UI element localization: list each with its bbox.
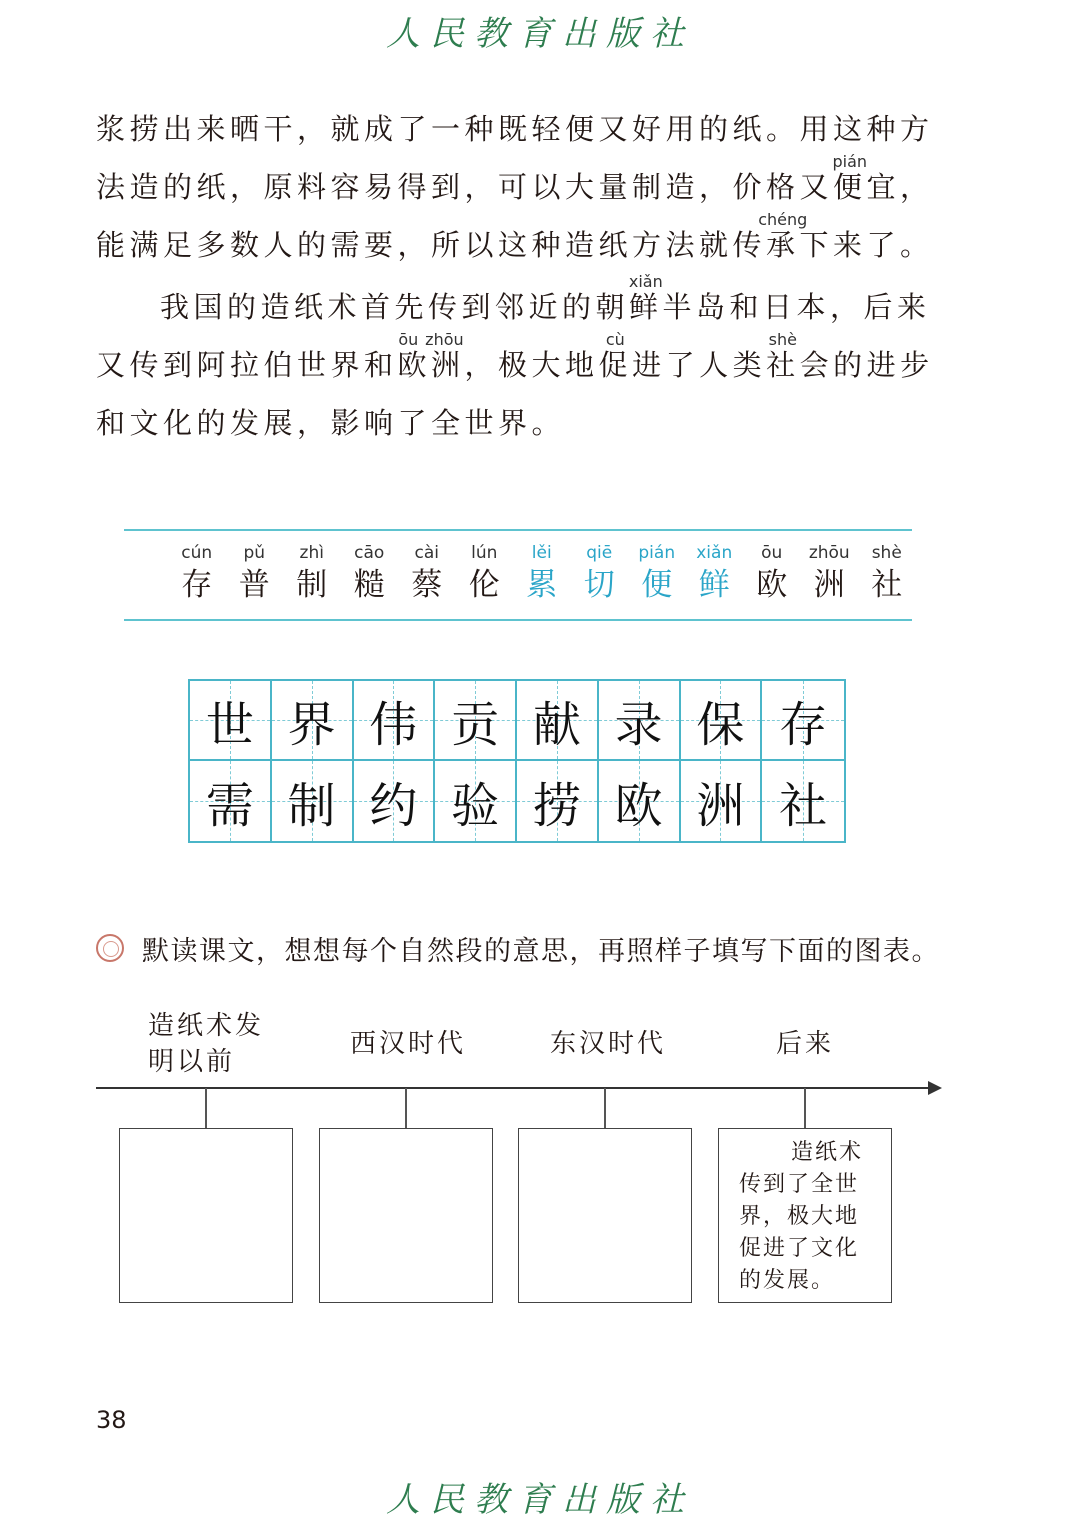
grid-cell: 约 (354, 761, 436, 841)
era-label-western-han: 西汉时代 (350, 1029, 467, 1059)
paragraph-1 (96, 100, 956, 274)
grid-cell: 世 (190, 681, 272, 761)
era-label-later: 后来 (776, 1029, 835, 1059)
answer-box-3[interactable] (518, 1128, 692, 1303)
grid-cell: 录 (599, 681, 681, 761)
arrow-right-icon (928, 1081, 942, 1095)
publisher-logo-top: 人民教育出版社 (386, 14, 694, 54)
ruby-annotation: 承chéng (758, 210, 808, 262)
grid-cell: 需 (190, 761, 272, 841)
grid-cell: 伟 (354, 681, 436, 761)
writing-grid (188, 679, 846, 843)
ruby-annotation: 便pián (832, 152, 868, 204)
era-label-before-invention: 造纸术发明以前 (148, 1011, 265, 1077)
vocab-item-highlight: pián 便 (638, 543, 676, 603)
grid-cell: 制 (272, 761, 354, 841)
timeline-tick (604, 1088, 606, 1128)
vocab-item-highlight: qiē 切 (583, 543, 615, 603)
text-run: 浆捞出来晒干，就成了一种既轻便又好用的纸。用这种方法造的纸，原料容易得到，可以大量制造，价格又 (96, 112, 934, 204)
exercise-instruction (96, 926, 996, 970)
grid-cell: 欧 (599, 761, 681, 841)
grid-cell: 洲 (681, 761, 763, 841)
vocab-item: pǔ 普 (238, 543, 270, 603)
grid-cell: 献 (517, 681, 599, 761)
vocab-item: cún 存 (181, 543, 213, 603)
text-run: 宜，能满足多数人的需要，所以这种造纸方法就传 (96, 170, 934, 262)
text-run: ，极大地 (464, 348, 599, 382)
text-run: 会的进步和文化的发展，影响了全世界。 (96, 348, 934, 440)
grid-cell: 贡 (435, 681, 517, 761)
vocabulary-strip (124, 529, 912, 621)
example-box (718, 1128, 892, 1303)
ruby-annotation: 鲜xiǎn (628, 272, 663, 324)
vocab-item: zhōu 洲 (808, 543, 850, 603)
vocab-item: cài 蔡 (411, 543, 443, 603)
grid-cell: 捞 (517, 761, 599, 841)
ruby-annotation: 促cù (598, 330, 633, 382)
seal-icon (96, 934, 124, 962)
vocab-item-highlight: lěi 累 (526, 543, 558, 603)
answer-box-2[interactable] (319, 1128, 493, 1303)
grid-cell: 保 (681, 681, 763, 761)
paragraph-2 (96, 274, 956, 452)
instruction-text: 默读课文，想想每个自然段的意思，再照样子填写下面的图表。 (142, 935, 940, 967)
grid-cell: 社 (762, 761, 844, 841)
timeline-tick (405, 1088, 407, 1128)
text-run: 我国的造纸术首先传到邻近的朝 (160, 290, 630, 324)
vocab-item-highlight: xiǎn 鲜 (696, 543, 733, 603)
text-run: 进了人类 (632, 348, 767, 382)
grid-cell: 验 (435, 761, 517, 841)
text-run: 半岛和日本，后来又传到阿拉伯世界和 (96, 290, 931, 382)
lesson-text (96, 100, 956, 452)
text-run: 下来了。 (799, 228, 934, 262)
answer-box-1[interactable] (119, 1128, 293, 1303)
grid-cell: 存 (762, 681, 844, 761)
timeline-tick (205, 1088, 207, 1128)
era-label-eastern-han: 东汉时代 (550, 1029, 667, 1059)
vocab-item: shè 社 (871, 543, 903, 603)
vocab-item: cāo 糙 (353, 543, 385, 603)
grid-cell: 界 (272, 681, 354, 761)
publisher-logo-bottom: 人民教育出版社 (386, 1480, 694, 1520)
example-answer-text: 造纸术传到了全世界，极大地促进了文化的发展。 (739, 1140, 864, 1293)
timeline-tick (804, 1088, 806, 1128)
vocab-item: ōu 欧 (756, 543, 788, 603)
ruby-annotation: 欧洲ōu zhōu (397, 330, 465, 382)
vocab-item: lún 伦 (468, 543, 500, 603)
vocab-item: zhì 制 (296, 543, 328, 603)
ruby-annotation: 社shè (766, 330, 800, 382)
page-number: 38 (96, 1406, 127, 1434)
